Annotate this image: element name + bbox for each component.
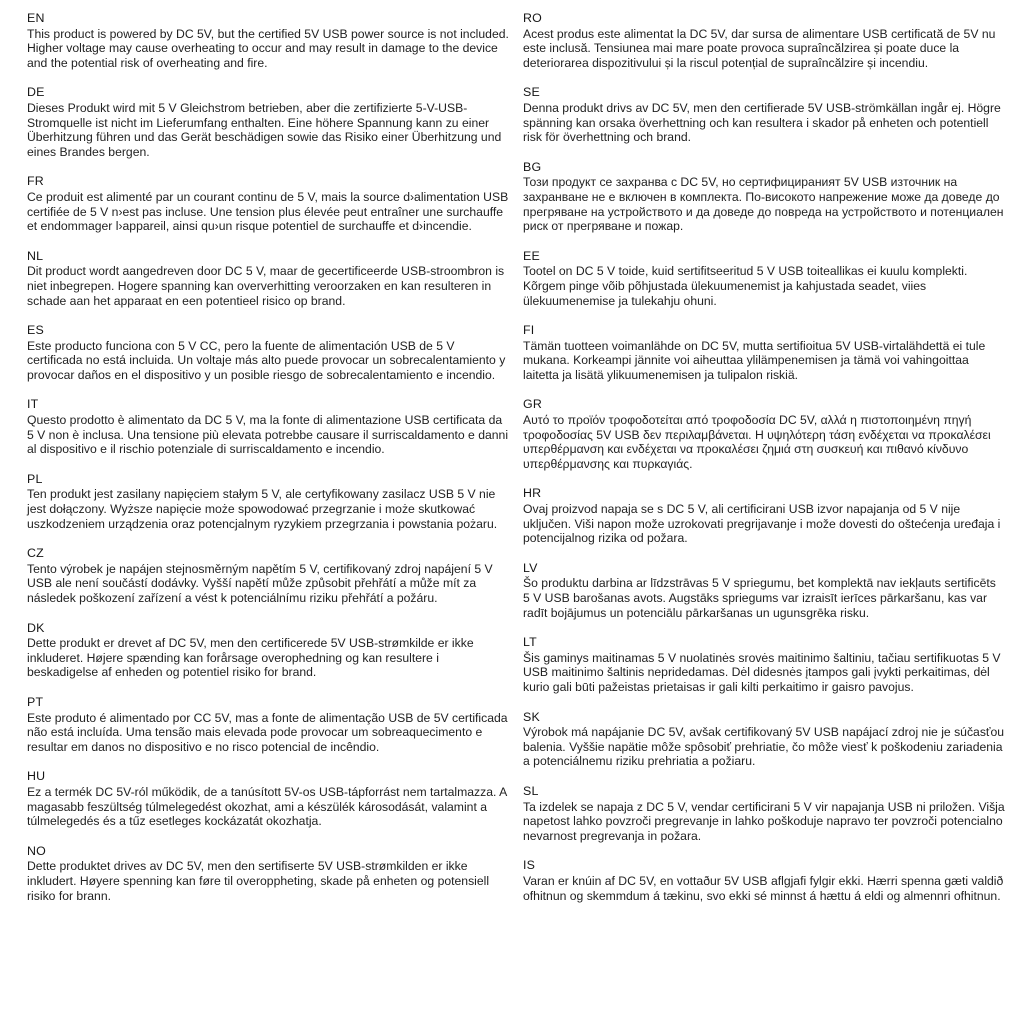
language-text: Този продукт се захранва с DC 5V, но сертифицираният 5V USB източник на захранване не е включен в комплекта. По-високото напрежение може да доведе до прегряване на устройството и да доведе до повреда на устройството и потенциален риск от прегряване и пожар. [523,175,1004,234]
lang-section-lv [523,561,1005,620]
language-text: Denna produkt drivs av DC 5V, men den certifierade 5V USB-strömkällan ingår ej. Högre spänning kan orsaka överhettning och kan resultera i skador på enheten och potentiell risk för överhettning och brand. [523,100,1001,145]
lang-section-it [27,397,509,456]
language-code: GR [523,397,542,412]
language-text: Tento výrobek je napájen stejnosměrným napětím 5 V, certifikovaný zdroj napájení 5 V USB ale není součástí dodávky. Vyšší napětí může způsobit přehřátí a může mít za následek poškození zařízení a vést k potenciálnímu riziku přehřátí a požáru. [27,561,493,605]
language-text: Dette produktet drives av DC 5V, men den sertifiserte 5V USB-strømkilden er ikke inkludert. Høyere spenning kan føre til overoppheting, skade på enheten og potensiell risiko for brann. [27,859,490,903]
lang-section-sl [523,784,1005,843]
language-code: NL [27,248,44,263]
lang-section-fi [523,323,1005,382]
lang-section-sk [523,710,1005,769]
language-text: Šo produktu darbina ar līdzstrāvas 5 V spriegumu, bet komplektā nav iekļauts sertificēts 5 V USB barošanas avots. Augstāks spriegums var izraisīt ierīces pārkaršanu, kas var radīt bojājumus un potenciālu pārkaršanas un ugunsgrēka risku. [523,576,996,620]
lang-section-ro [523,11,1005,70]
language-text: This product is powered by DC 5V, but the certified 5V USB power source is not included. Higher voltage may cause overheating to occur and may result in damage to the device and the potential risk of overheating and fire. [27,26,509,70]
language-text: Este producto funciona con 5 V CC, pero la fuente de alimentación USB de 5 V certificada no está incluida. Un voltaje más alto puede provocar un sobrecalentamiento y provocar daños en el dispositivo y un posible riesgo de sobrecalentamiento e incendio. [27,338,506,382]
language-code: HU [27,769,46,784]
language-code: EE [523,248,540,263]
language-text: Ovaj proizvod napaja se s DC 5 V, ali certificirani USB izvor napajanja od 5 V nije uključen. Viši napon može uzrokovati pregrijavanje i može dovesti do oštećenja uređaja i potencijalnog rizika od požara. [523,502,1001,546]
language-text: Ta izdelek se napaja z DC 5 V, vendar certificirani 5 V vir napajanja USB ni priložen. Višja napetost lahko povzroči pregrevanje in lahko poškoduje napravo ter povzroči potencialno nevarnost pregrevanja in požara. [523,799,1005,843]
language-text: Výrobok má napájanie DC 5V, avšak certifikovaný 5V USB napájací zdroj nie je súčasťou balenia. Vyššie napätie môže spôsobiť prehriatie, čo môže viesť k poškodeniu zariadenia a potenciálnemu riziku prehriatia a požiaru. [523,725,1005,769]
language-text: Ce produit est alimenté par un courant continu de 5 V, mais la source d›alimentation USB certifiée de 5 V n›est pas incluse. Une tension plus élevée peut entraîner une surchauffe et endommager l›appareil, ainsi qu›un risque potentiel de surchauffe et d›incendie. [27,189,509,234]
lang-section-hr [523,486,1005,545]
lang-section-pt [27,695,509,754]
language-text: Questo prodotto è alimentato da DC 5 V, ma la fonte di alimentazione USB certificata da 5 V non è inclusa. Una tensione più elevata potrebbe causare il surriscaldamento e danni al dispositivo e il rischio potenziale di surriscaldamento e incendio. [27,413,509,457]
language-code: NO [27,843,46,858]
lang-section-fr [27,174,509,233]
language-code: SE [523,85,540,100]
language-code: CZ [27,546,44,561]
language-code: IS [523,858,536,873]
lang-section-no [27,844,509,903]
language-code: HR [523,486,542,501]
language-text: Tootel on DC 5 V toide, kuid sertifitseeritud 5 V USB toiteallikas ei kuulu komplekti. Kõrgem pinge võib põhjustada ülekuumenemist ja kahjustada seadet, viies ülekuumenemise ja tulekahju ohuni. [523,264,968,308]
lang-section-dk [27,621,509,680]
lang-section-gr [523,397,1005,471]
language-code: FI [523,323,535,338]
language-code: PT [27,694,44,709]
language-code: FR [27,174,44,189]
language-text: Αυτό το προϊόν τροφοδοτείται από τροφοδοσία DC 5V, αλλά η πιστοποιημένη πηγή τροφοδοσίας 5V USB δεν περιλαμβάνεται. Η υψηλότερη τάση ενδέχεται να προκαλέσει υπερθέρμανση και ενδέχεται να προκαλέσει ζημιά στη συσκευή και πιθανό κίνδυνο υπερθέρμανσης και πυρκαγιάς. [523,413,991,471]
language-code: LT [523,635,537,650]
language-code: ES [27,323,44,338]
lang-section-se [523,85,1005,144]
lang-section-pl [27,472,509,531]
language-code: DE [27,85,45,100]
language-code: DK [27,620,45,635]
language-text: Ten produkt jest zasilany napięciem stałym 5 V, ale certyfikowany zasilacz USB 5 V nie jest dołączony. Wyższe napięcie może spowodować przegrzanie i może skutkować uszkodzeniem urządzenia oraz potencjalnym ryzykiem przegrzania i powstania pożaru. [27,487,498,531]
language-text: Dit product wordt aangedreven door DC 5 V, maar de gecertificeerde USB-stroombron is niet inbegrepen. Hogere spanning kan oververhitting veroorzaken en kan resulteren in schade aan het apparaat en een potentieel risico op brand. [27,264,505,308]
language-code: RO [523,11,542,25]
language-code: LV [523,560,538,575]
lang-section-hu [27,769,509,828]
language-text: Acest produs este alimentat la DC 5V, dar sursa de alimentare USB certificată de 5V nu este inclusă. Tensiunea mai mare poate provoca supraîncălzirea și poate duce la deteriorarea dispozitivului și la riscul potențial de supraîncălzire și incendiu. [523,26,996,70]
lang-section-de [27,85,509,159]
language-code: BG [523,159,542,174]
lang-section-ee [523,249,1005,308]
language-text: Ez a termék DC 5V-ról működik, de a tanúsított 5V-os USB-tápforrást nem tartalmazza. A magasabb feszültség túlmelegedést okozhat, ami a készülék károsodását, valamint a túlmelegedés és a tűz esetleges kockázatát okozhatja. [27,784,507,829]
language-code: SK [523,709,540,724]
language-code: PL [27,471,43,486]
lang-section-lt [523,635,1005,694]
language-text: Dieses Produkt wird mit 5 V Gleichstrom betrieben, aber die zertifizierte 5-V-USB-Stromquelle ist nicht im Lieferumfang enthalten. Eine höhere Spannung kann zu einer Überhitzung führen und das Gerät beschädigen sowie das Risiko einer Überhitzung und eines Brandes bergen. [27,100,502,159]
language-text: Varan er knúin af DC 5V, en vottaður 5V USB aflgjafi fylgir ekki. Hærri spenna gæti valdið ofhitnun og skemmdum á tækinu, svo ekki sé minnst á hættu á eldi og almennri ofhitnun. [523,873,1004,903]
column-right [523,11,1005,1024]
lang-section-bg [523,160,1005,234]
lang-section-cz [27,546,509,605]
lang-section-es [27,323,509,382]
lang-section-en [27,11,509,70]
lang-section-is [523,858,1005,903]
language-code: EN [27,11,45,25]
language-code: IT [27,397,39,412]
language-code: SL [523,783,539,798]
language-text: Este produto é alimentado por CC 5V, mas a fonte de alimentação USB de 5V certificada não está incluída. Uma tensão mais elevada pode provocar um sobreaquecimento e resultar em danos no dispositivo e no risco potencial de incêndio. [27,710,508,754]
column-left [27,11,509,1024]
language-text: Šis gaminys maitinamas 5 V nuolatinės srovės maitinimo šaltiniu, tačiau sertifikuotas 5 V USB maitinimo šaltinis nepridedamas. Dėl didesnės įtampos gali įvykti perkaitimas, dėl kurio gali būti pažeistas prietaisas ir gali kilti perkaitimo ir gaisro pavojus. [523,650,1001,694]
language-text: Dette produkt er drevet af DC 5V, men den certificerede 5V USB-strømkilde er ikke inkluderet. Højere spænding kan forårsage overophedning og kan resultere i beskadigelse af enheden og potentiel risiko for brand. [27,636,474,680]
lang-section-nl [27,249,509,308]
language-text: Tämän tuotteen voimanlähde on DC 5V, mutta sertifioitua 5V USB-virtalähdettä ei tule mukana. Korkeampi jännite voi aiheuttaa ylilämpenemisen ja tämä voi vahingoittaa laitetta ja lisätä ylikuumenemisen ja tulipalon riskiä. [523,338,986,382]
